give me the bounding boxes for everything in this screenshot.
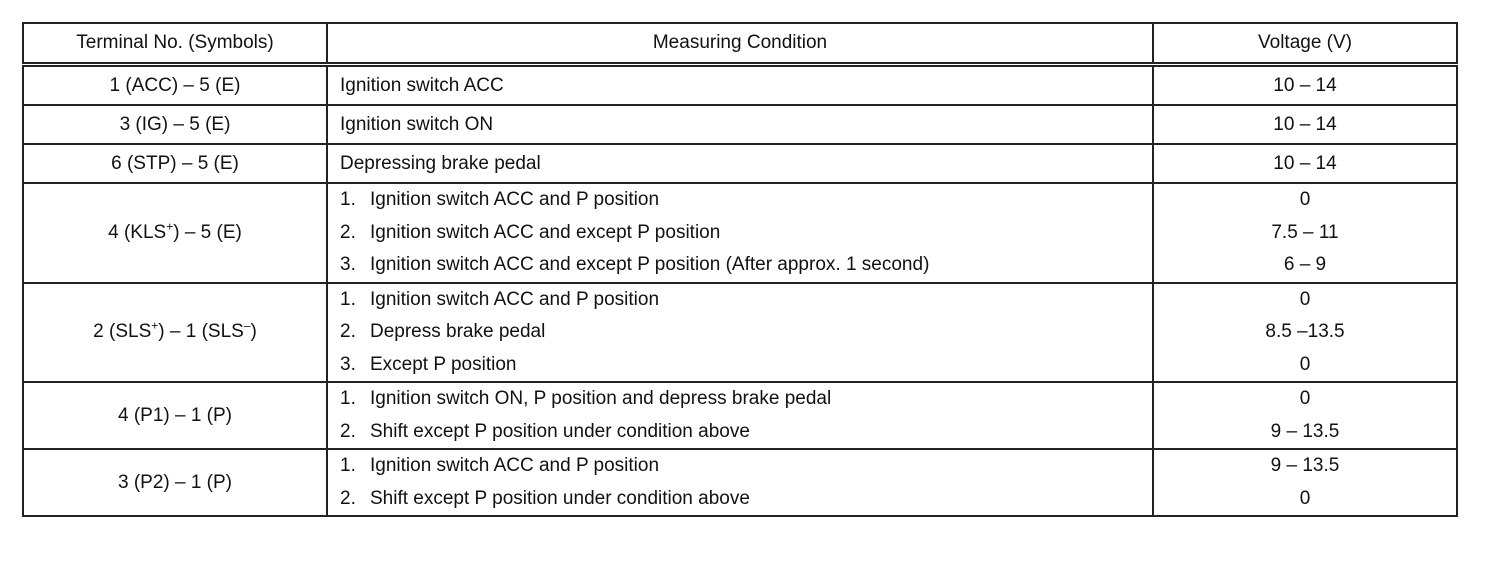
condition-text: Ignition switch ACC and except P position: [370, 221, 721, 243]
condition-text: Ignition switch ACC and except P position (After approx. 1 second): [370, 254, 930, 275]
condition-line: [340, 450, 1152, 483]
voltage-value: 8.5 –13.5: [1265, 321, 1345, 342]
voltage-value: 6 – 9: [1283, 254, 1327, 275]
condition-number: 3.: [340, 353, 356, 375]
terminal-text-pre: 3 (IG) – 5 (E): [119, 113, 231, 135]
condition-line: [340, 184, 1152, 217]
condition-line: [340, 217, 1152, 250]
condition-text: Shift except P position under condition above: [370, 487, 750, 509]
condition-number: 1.: [340, 288, 356, 310]
condition-text: Depressing brake pedal: [340, 153, 541, 174]
condition-number: 2.: [340, 487, 356, 509]
condition-cell: [327, 65, 1153, 106]
condition-cell: [327, 105, 1153, 144]
terminal-cell: [23, 183, 327, 283]
condition-line: [340, 483, 1152, 516]
condition-text: Shift except P position under condition above: [370, 420, 750, 442]
terminal-text-pre: 1 (ACC) – 5 (E): [109, 74, 241, 96]
table-row: [23, 382, 1457, 449]
condition-line: [340, 383, 1152, 416]
voltage-cell: [1153, 105, 1457, 144]
terminal-text-pre: 3 (P2) – 1 (P): [117, 471, 233, 493]
terminal-text-post: ) – 1 (SLS: [158, 321, 244, 343]
condition-cell: [327, 183, 1153, 283]
voltage-value: 7.5 – 11: [1271, 221, 1339, 243]
voltage-spec-table: [22, 22, 1458, 517]
condition-text: Except P position: [370, 353, 517, 375]
voltage-cell: [1153, 382, 1457, 449]
condition-number: 2.: [340, 221, 356, 243]
header-terminal: Terminal No. (Symbols): [23, 23, 327, 65]
voltage-value: 10 – 14: [1273, 114, 1337, 135]
condition-cell: [327, 382, 1153, 449]
voltage-value: 0: [1299, 288, 1311, 310]
voltage-value: 0: [1299, 353, 1311, 375]
table-row: [23, 283, 1457, 383]
condition-number: 3.: [340, 254, 356, 275]
condition-line: [340, 416, 1152, 449]
condition-line: [340, 145, 1152, 182]
voltage-cell: [1153, 144, 1457, 183]
header-voltage: Voltage (V): [1153, 23, 1457, 65]
header-condition: Measuring Condition: [327, 23, 1153, 65]
voltage-value: 0: [1299, 388, 1311, 409]
terminal-cell: [23, 144, 327, 183]
voltage-value: 0: [1299, 189, 1311, 210]
condition-text: Ignition switch ACC and P position: [370, 455, 660, 476]
terminal-text-sup: +: [166, 219, 174, 234]
table-row: [23, 183, 1457, 283]
condition-text: Ignition switch ON: [340, 114, 494, 135]
table-body: [23, 65, 1457, 517]
condition-text: Depress brake pedal: [370, 321, 546, 342]
voltage-value: 9 – 13.5: [1270, 420, 1340, 442]
condition-cell: [327, 283, 1153, 383]
condition-line: [340, 349, 1152, 382]
terminal-text-pre: 4 (P1) – 1 (P): [117, 404, 233, 426]
condition-number: 1.: [340, 189, 356, 210]
table-row: [23, 65, 1457, 106]
condition-line: [340, 67, 1152, 104]
voltage-cell: [1153, 65, 1457, 106]
condition-line: [340, 249, 1152, 282]
voltage-cell: [1153, 283, 1457, 383]
terminal-cell: [23, 65, 327, 106]
terminal-cell: [23, 382, 327, 449]
terminal-text-post: ) – 5 (E): [173, 221, 242, 243]
condition-number: 1.: [340, 455, 356, 476]
table-header-row: [23, 23, 1457, 65]
table-row: [23, 105, 1457, 144]
voltage-value: 10 – 14: [1273, 153, 1337, 174]
condition-line: [340, 284, 1152, 317]
voltage-value: 10 – 14: [1273, 75, 1337, 96]
voltage-value: 9 – 13.5: [1270, 455, 1340, 476]
condition-text: Ignition switch ACC and P position: [370, 189, 660, 210]
terminal-cell: [23, 449, 327, 516]
condition-number: 2.: [340, 420, 356, 442]
terminal-text-sup2: –: [243, 318, 251, 333]
voltage-value: 0: [1299, 487, 1311, 509]
condition-cell: [327, 144, 1153, 183]
terminal-cell: [23, 105, 327, 144]
condition-text: Ignition switch ON, P position and depress brake pedal: [370, 388, 832, 409]
terminal-text-post2: ): [250, 321, 257, 343]
voltage-cell: [1153, 183, 1457, 283]
voltage-cell: [1153, 449, 1457, 516]
table-row: [23, 144, 1457, 183]
condition-number: 1.: [340, 388, 356, 409]
condition-line: [340, 106, 1152, 143]
terminal-text-pre: 4 (KLS: [108, 221, 167, 243]
terminal-text-pre: 6 (STP) – 5 (E): [111, 152, 239, 174]
condition-number: 2.: [340, 321, 356, 342]
terminal-text-pre: 2 (SLS: [93, 321, 152, 343]
condition-text: Ignition switch ACC: [340, 75, 504, 96]
table-row: [23, 449, 1457, 516]
condition-cell: [327, 449, 1153, 516]
terminal-text-sup: +: [151, 318, 159, 333]
condition-text: Ignition switch ACC and P position: [370, 288, 660, 310]
terminal-cell: [23, 283, 327, 383]
condition-line: [340, 316, 1152, 349]
